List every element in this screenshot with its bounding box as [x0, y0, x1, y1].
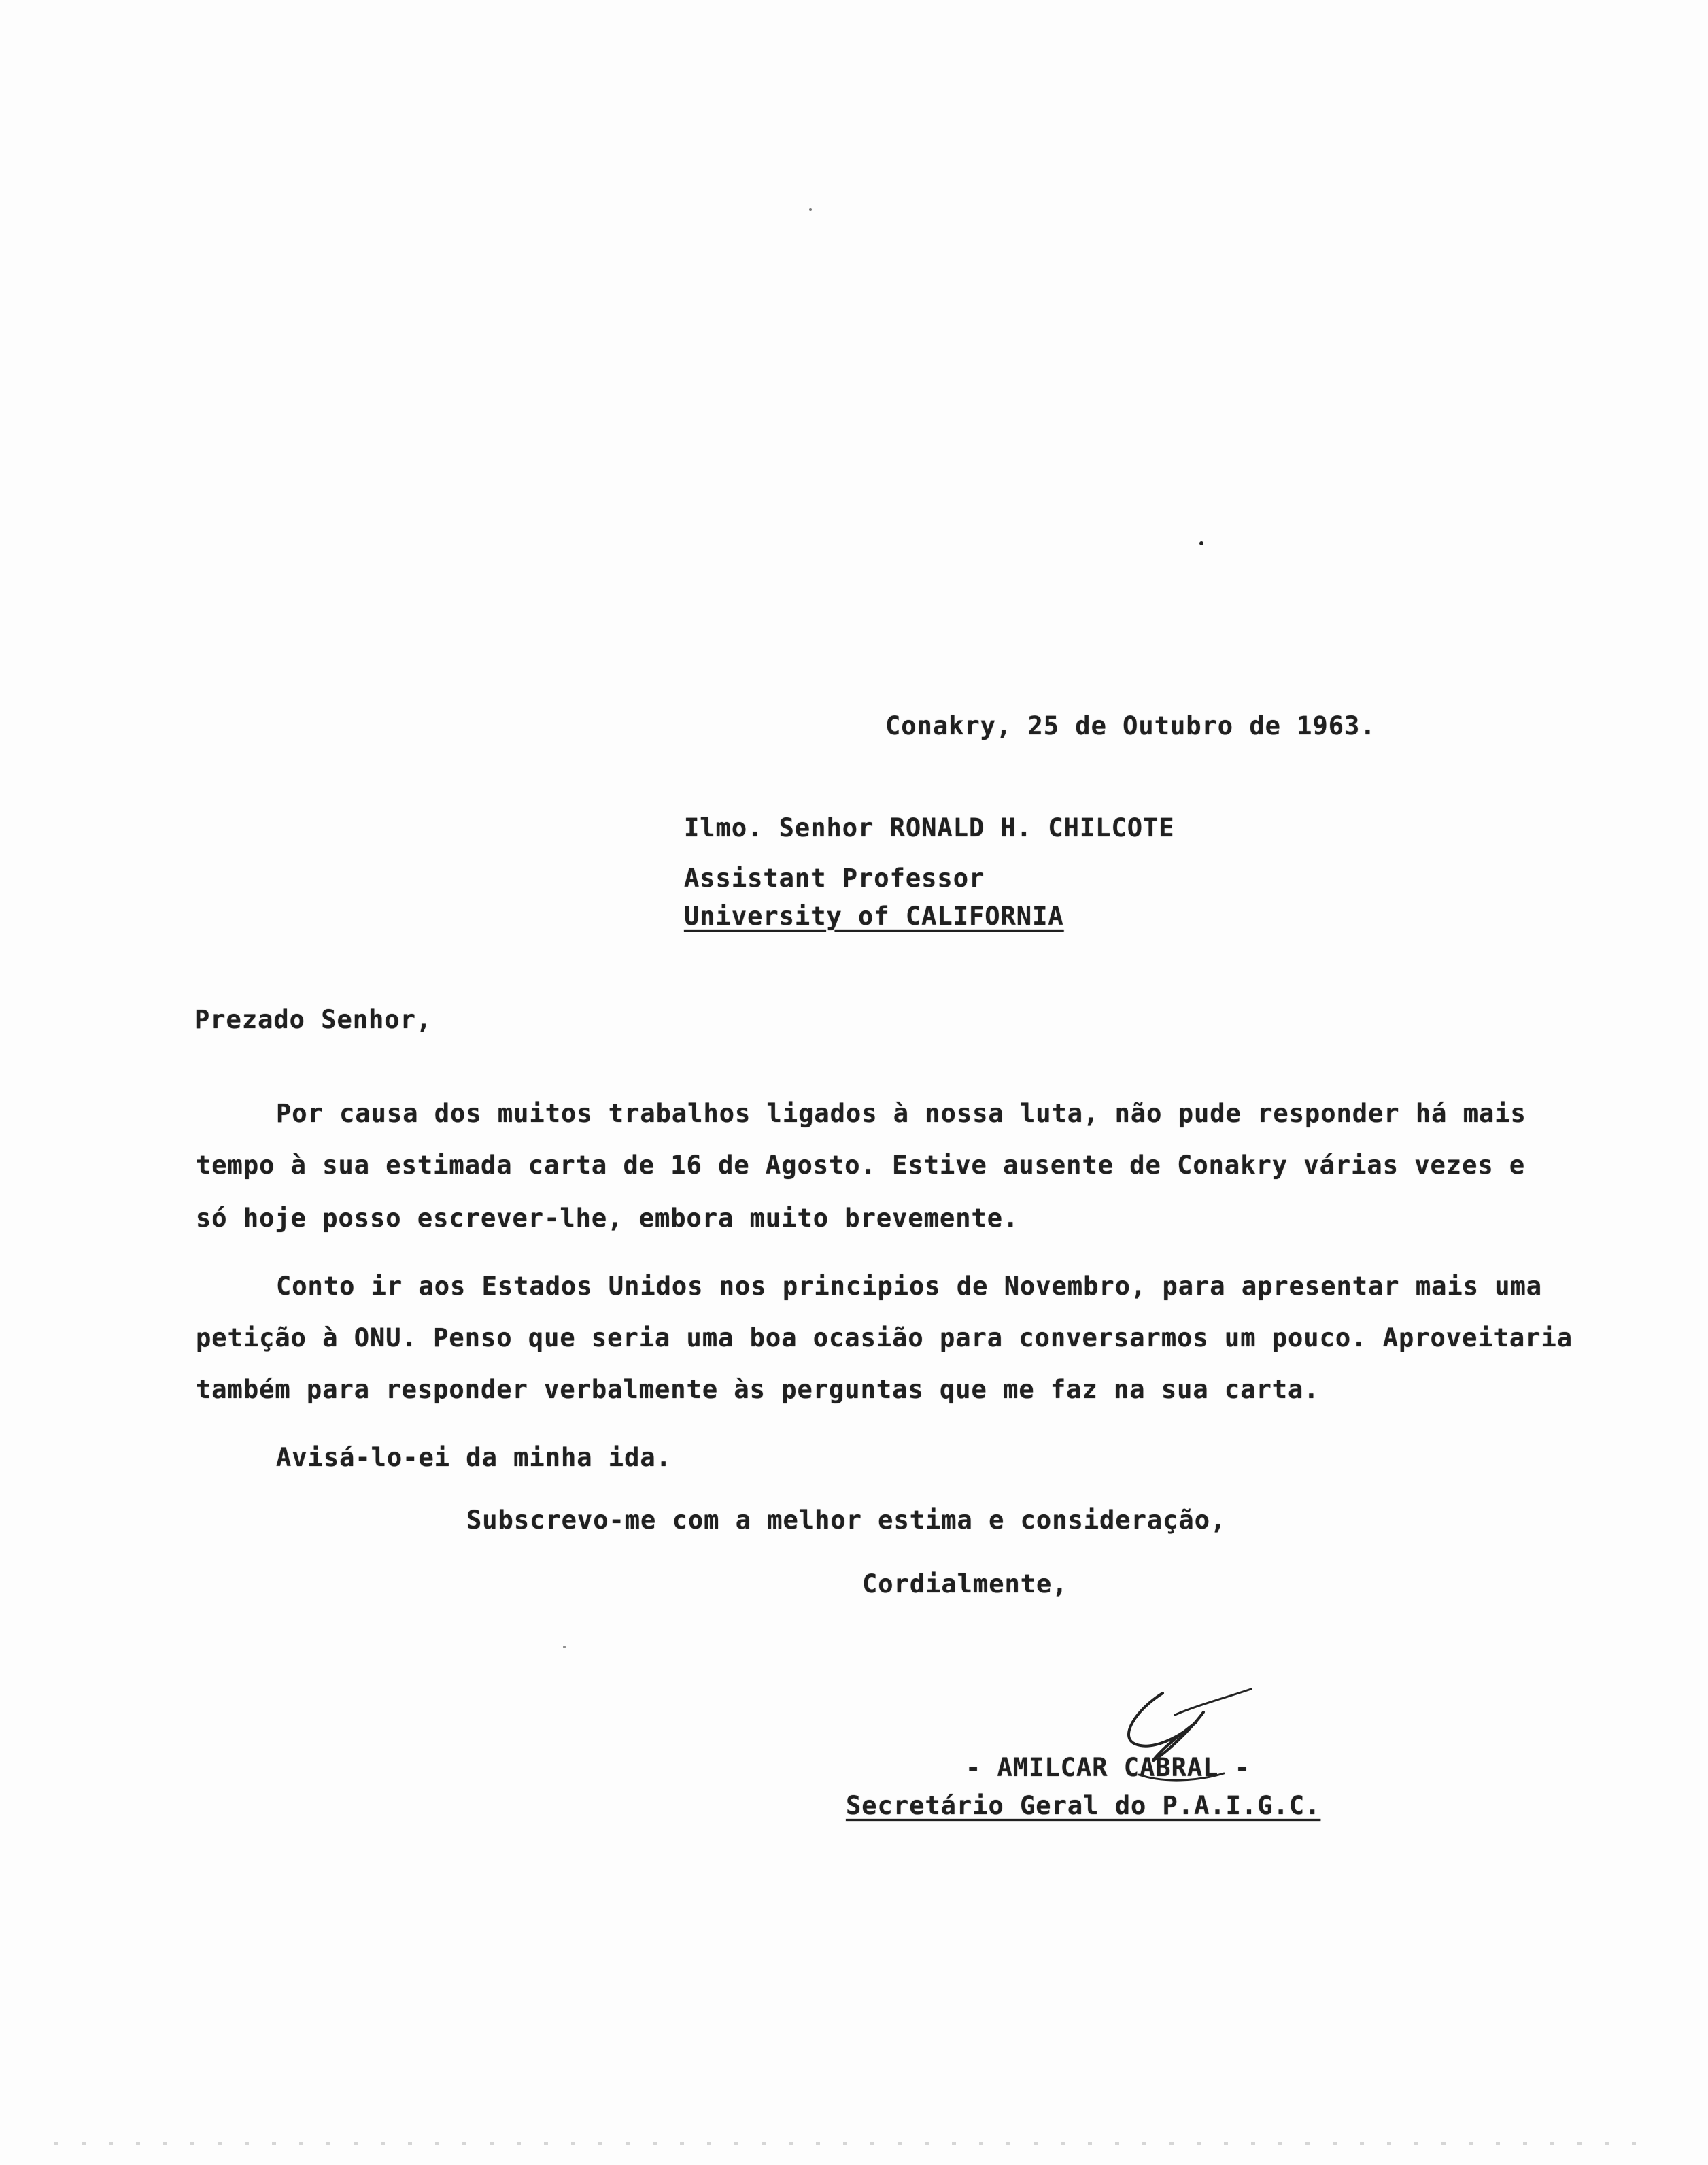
scan-edge-noise [54, 2142, 1659, 2145]
paragraph-1-line-2: tempo à sua estimada carta de 16 de Agosto. Estive ausente de Conakry várias vezes e [196, 1150, 1526, 1180]
addressee-line-1: Ilmo. Senhor RONALD H. CHILCOTE [684, 813, 1175, 842]
paragraph-1-line-1: Por causa dos muitos trabalhos ligados à nossa luta, não pude responder há mais [276, 1099, 1526, 1128]
signer-name: - AMILCAR CABRAL - [966, 1753, 1250, 1782]
ink-speck [563, 1646, 566, 1648]
addressee-line-3: University of CALIFORNIA [684, 902, 1064, 931]
ink-speck [809, 208, 812, 211]
paragraph-3: Avisá-lo-ei da minha ida. [276, 1443, 672, 1472]
closing-formula: Subscrevo-me com a melhor estima e consideração, [466, 1505, 1227, 1535]
paragraph-2-line-2: petição à ONU. Penso que seria uma boa ocasião para conversarmos um pouco. Aproveitaria [196, 1323, 1573, 1352]
closing-cordialmente: Cordialmente, [862, 1569, 1068, 1599]
paragraph-2-line-3: também para responder verbalmente às perguntas que me faz na sua carta. [196, 1375, 1320, 1404]
paragraph-1-line-3: só hoje posso escrever-lhe, embora muito brevemente. [196, 1204, 1019, 1233]
signer-title: Secretário Geral do P.A.I.G.C. [846, 1791, 1321, 1820]
addressee-line-2: Assistant Professor [684, 864, 985, 893]
salutation: Prezado Senhor, [194, 1005, 432, 1034]
ink-speck [1199, 541, 1203, 545]
date-line: Conakry, 25 de Outubro de 1963. [885, 711, 1376, 740]
paragraph-2-line-1: Conto ir aos Estados Unidos nos principios de Novembro, para apresentar mais uma [276, 1272, 1543, 1301]
